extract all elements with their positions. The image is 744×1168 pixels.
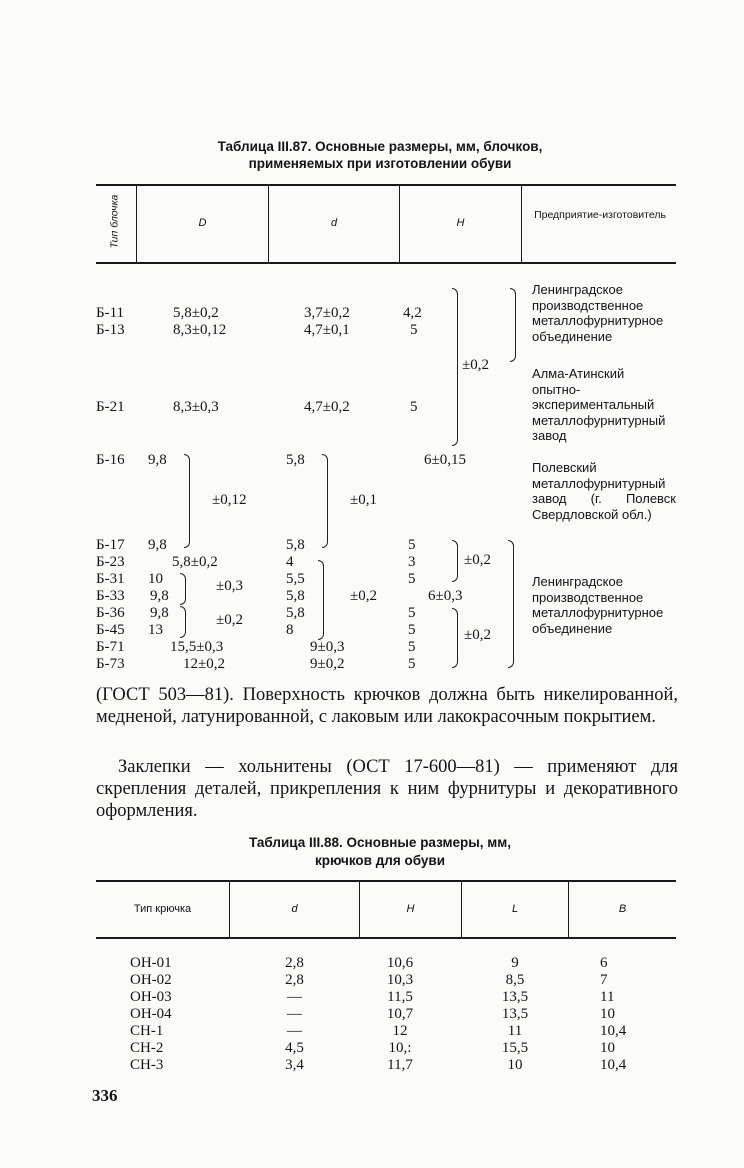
table87-d: 4,7±0,2 [304, 399, 350, 415]
table87-D: 9,8 [150, 588, 169, 604]
brace-H-group36 [452, 608, 458, 668]
table88-header-B: B [618, 903, 627, 915]
table88-B: 7 [600, 972, 608, 988]
table88-caption-line2: крючков для обуви [314, 853, 446, 868]
table87-H: 5 [408, 605, 416, 621]
table87-header-maker: Предприятие-изготовитель [534, 209, 666, 221]
brace-maker-group1 [510, 288, 516, 362]
table87-H: 6±0,3 [428, 588, 463, 604]
table88-L: 11 [507, 1023, 523, 1039]
table87-type: Б-33 [96, 588, 125, 604]
brace-D-group16 [184, 454, 190, 548]
table87-d: 9±0,3 [310, 639, 345, 655]
table87-type: Б-17 [96, 537, 125, 553]
table87-maker: Алма-Атинский опытно-экспериментальный металлофурнитурный завод [532, 366, 666, 443]
table88-d: 2,8 [285, 955, 304, 971]
table87-maker: Ленинградское производственное металлофурнитурное объединение [532, 282, 664, 344]
table87-D: 9,8 [150, 605, 169, 621]
tolerance-D-group16: ±0,12 [212, 492, 247, 508]
table88-type: ОН-02 [130, 972, 172, 988]
table88-type: ОН-01 [130, 955, 172, 971]
table88-d: 2,8 [285, 972, 304, 988]
tolerance-D-group36: ±0,2 [216, 612, 243, 628]
table88-H: 11,7 [387, 1057, 413, 1073]
table87-type: Б-71 [96, 639, 125, 655]
table87-caption-line2: применяемых при изготовлении обуви [248, 156, 512, 171]
table88-d: — [287, 1006, 302, 1022]
table87-d: 5,8 [286, 452, 305, 468]
table87-D: 13 [148, 622, 163, 638]
table88-type: СН-2 [130, 1040, 164, 1056]
table87-H: 6±0,15 [424, 452, 466, 468]
brace-D-group36 [180, 606, 186, 638]
table87-D: 8,3±0,12 [173, 322, 227, 338]
table87-top-rule [96, 184, 676, 186]
table87-d: 4 [286, 554, 294, 570]
brace-maker-group4 [508, 540, 514, 668]
table87-d: 3,7±0,2 [304, 305, 350, 321]
table88-L: 13,5 [501, 1006, 529, 1022]
table87-header-d: d [330, 217, 338, 229]
table87-H: 5 [410, 399, 418, 415]
table87-header-D: D [198, 217, 207, 229]
table87-d: 5,8 [286, 588, 305, 604]
table88-d: 3,4 [285, 1057, 304, 1073]
table88-B: 10 [600, 1006, 615, 1022]
table88-type: СН-3 [130, 1057, 164, 1073]
table87-D: 10 [148, 571, 163, 587]
table88-L: 8,5 [505, 972, 525, 988]
tolerance-H-group36: ±0,2 [464, 627, 491, 643]
table88-H: 10,3 [386, 972, 414, 988]
table87-maker: Полевский металлофурнитурный завод (г. Полевск Свердловской обл.) [532, 460, 676, 522]
table87-type: Б-23 [96, 554, 125, 570]
table87-d: 8 [286, 622, 294, 638]
table87-H: 5 [410, 322, 418, 338]
table88-d: — [287, 989, 302, 1005]
brace-D-group31 [180, 573, 186, 605]
table88-L: 13,5 [501, 989, 529, 1005]
table87-H: 5 [408, 622, 416, 638]
table88-B: 10,4 [600, 1057, 627, 1073]
table88-header-rule [96, 937, 676, 939]
table88-type: ОН-03 [130, 989, 172, 1005]
table87-D: 5,8±0,2 [172, 554, 218, 570]
table87-col-divider [521, 185, 522, 262]
table87-type: Б-36 [96, 605, 125, 621]
table87-type: Б-16 [96, 452, 125, 468]
table88-L: 9 [511, 955, 519, 971]
table87-type: Б-45 [96, 622, 125, 638]
table88-d: 4,5 [285, 1040, 304, 1056]
table87-d: 5,5 [286, 571, 305, 587]
brace-H-group23 [452, 540, 458, 582]
table88-B: 11 [600, 989, 615, 1005]
brace-d-group16 [322, 454, 328, 548]
table88-L: 10 [507, 1057, 523, 1073]
table88-type: ОН-04 [130, 1006, 172, 1022]
table87-type: Б-13 [96, 322, 125, 338]
table87-caption-line1: Таблица III.87. Основные размеры, мм, блочков, [217, 139, 543, 154]
table87-D: 9,8 [148, 452, 167, 468]
brace-H-group1 [452, 288, 458, 446]
table88-d: — [287, 1023, 302, 1039]
table88-caption-line1: Таблица III.88. Основные размеры, мм, [249, 835, 511, 850]
table88-H: 10,6 [386, 955, 414, 971]
table87-D: 5,8±0,2 [173, 305, 219, 321]
table87-type: Б-21 [96, 399, 125, 415]
table87-H: 5 [408, 656, 416, 672]
table87-type: Б-73 [96, 656, 125, 672]
table88-H: 11,5 [387, 989, 413, 1005]
table88-B: 10,4 [600, 1023, 627, 1039]
table88-H: 10,: [388, 1040, 412, 1056]
table87-H: 5 [408, 537, 416, 553]
tolerance-H-group23: ±0,2 [464, 552, 491, 568]
body-paragraph: Заклепки — хольнитены (ОСТ 17-600—81) — применяют для скрепления деталей, прикрепления к ним фурнитуры и декоративного оформления. [96, 757, 678, 821]
table87-d: 9±0,2 [310, 656, 345, 672]
table88-type: СН-1 [130, 1023, 164, 1039]
body-paragraph: (ГОСТ 503—81). Поверхность крючков должна быть никелированной, медненой, латунированной, с лаковым или лакокрасочным покрытием. [96, 685, 678, 727]
table87-d: 5,8 [286, 537, 305, 553]
table87-header-H: H [456, 217, 465, 229]
table88-B: 10 [600, 1040, 615, 1056]
table88-H: 12 [392, 1023, 408, 1039]
table88-L: 15,5 [501, 1040, 529, 1056]
table87-header-rule [96, 262, 676, 264]
table87-d: 5,8 [286, 605, 305, 621]
table88-header-H: H [406, 903, 415, 915]
tolerance-D-group31: ±0,3 [216, 578, 243, 594]
table87-maker: Ленинградское производственное металлофурнитурное объединение [532, 574, 664, 636]
table87-D: 8,3±0,3 [173, 399, 219, 415]
brace-d-group31 [318, 560, 324, 640]
tolerance-d-group16: ±0,1 [350, 492, 377, 508]
page-number: 336 [92, 1086, 118, 1105]
table88-top-rule [96, 880, 676, 882]
table88-B: 6 [600, 955, 608, 971]
table87-D: 15,5±0,3 [170, 639, 224, 655]
table87-H: 3 [408, 554, 416, 570]
table87-H: 4,2 [403, 305, 422, 321]
table87-header-type: Тип блочка [108, 194, 121, 249]
tolerance-d-group31: ±0,2 [350, 588, 377, 604]
table88-header-type: Тип крючка [133, 903, 192, 915]
table87-H: 5 [408, 571, 416, 587]
table88-H: 10,7 [386, 1006, 414, 1022]
table87-D: 9,8 [148, 537, 167, 553]
table87-H: 5 [408, 639, 416, 655]
table87-type: Б-31 [96, 571, 125, 587]
table88-header-L: L [511, 903, 519, 915]
tolerance-H-group1: ±0,2 [462, 357, 489, 373]
table87-D: 12±0,2 [183, 656, 225, 672]
table88-header-d: d [291, 903, 298, 915]
table87-d: 4,7±0,1 [304, 322, 350, 338]
table87-type: Б-11 [96, 305, 125, 321]
